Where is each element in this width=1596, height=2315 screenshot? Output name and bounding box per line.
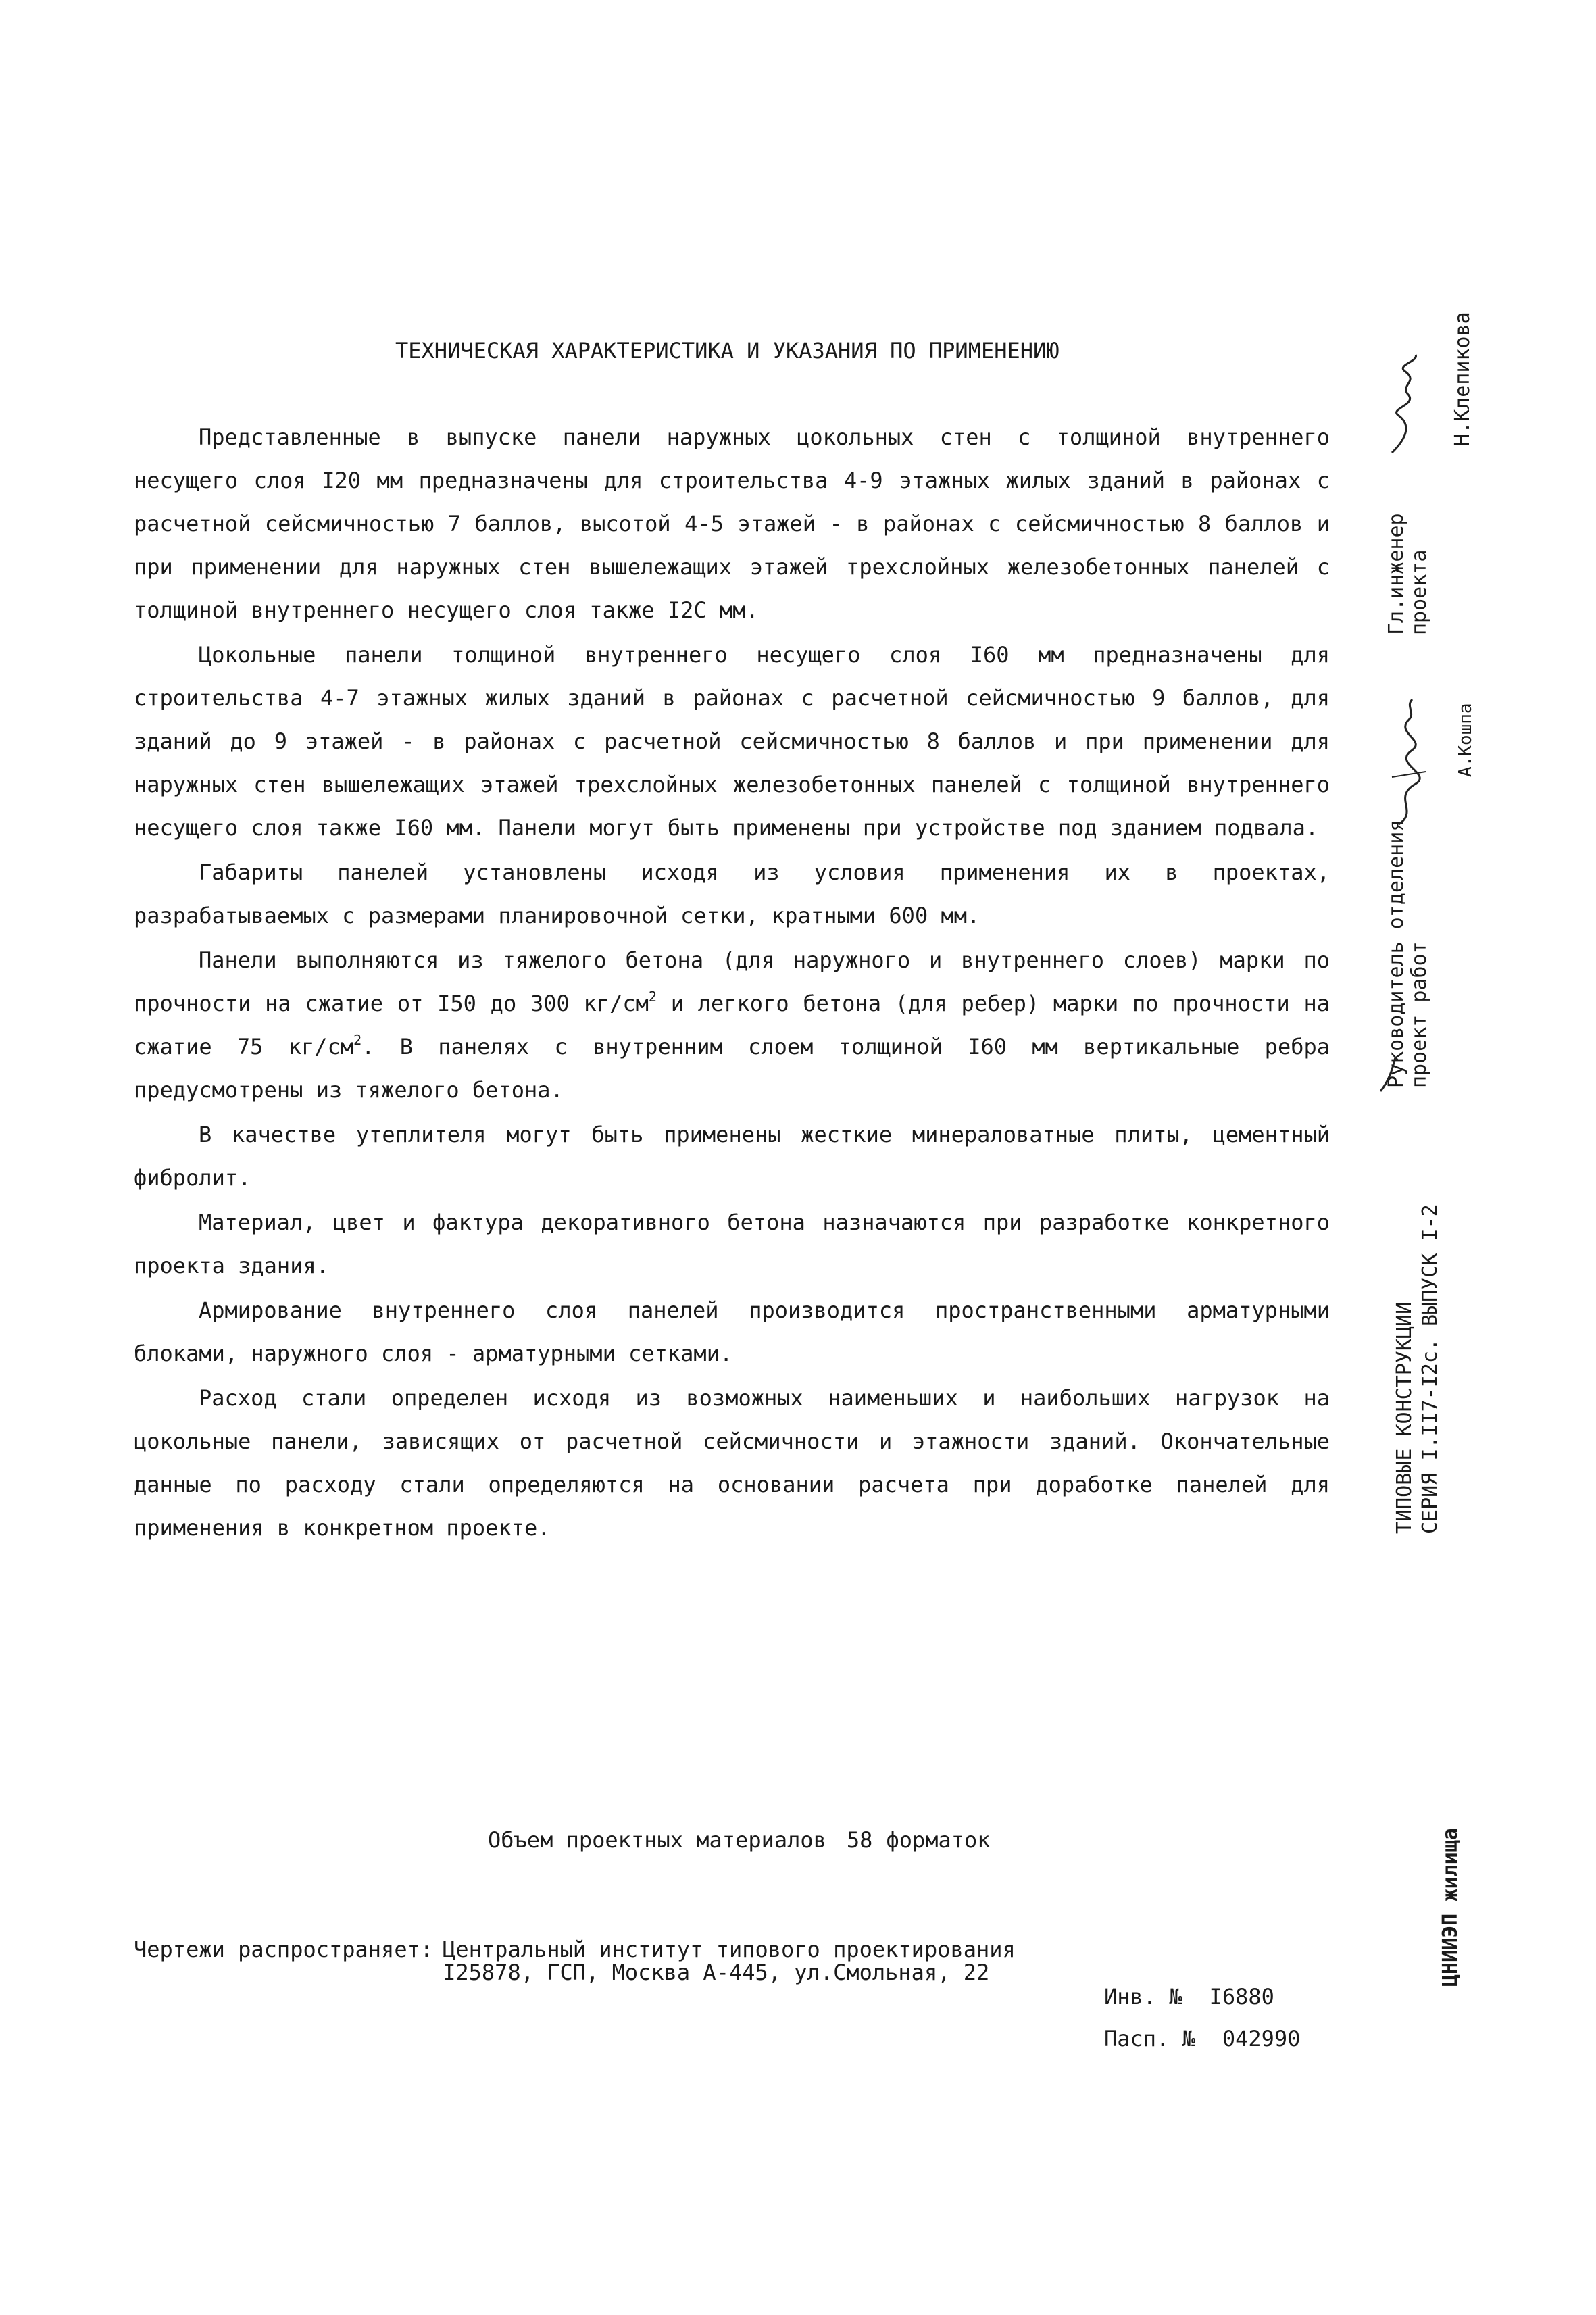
head-of-department <box>1385 820 1431 1088</box>
paragraph-2 <box>134 633 1330 849</box>
paragraph-7 <box>134 1289 1330 1375</box>
inv-line <box>1104 1976 1300 2018</box>
superscript: 2 <box>353 1032 362 1048</box>
author-name: Н.Клепикова <box>1451 312 1474 446</box>
volume-count: 58 <box>846 1827 873 1853</box>
paragraph-3 <box>134 851 1330 937</box>
paragraph-4 <box>134 939 1330 1112</box>
volume-suffix: форматок <box>886 1827 991 1853</box>
document-body <box>134 416 1330 1551</box>
number-sign: № <box>1182 2026 1195 2051</box>
inv-value: I6880 <box>1209 1984 1274 2010</box>
volume-prefix: Объем проектных материалов <box>488 1827 826 1853</box>
volume-line <box>488 1827 991 1853</box>
paragraph-text: Панели выполняются из тяжелого бетона (для наружного и внутреннего слоев) марки по прочности на сжатие от I50 до 300 кг/см <box>134 947 1330 1016</box>
pasp-line <box>1104 2018 1300 2060</box>
inventory-block <box>1104 1976 1300 2060</box>
paragraph-6 <box>134 1201 1330 1287</box>
paragraph-text: Расход стали определен исходя из возможных наименьших и наибольших нагрузок на цокольные панели, зависящих от расчетной сейсмичности и этажности зданий. Окончательные данные по расходу стали определяются на основании расчета при доработке панелей для применения в конкретном проекте. <box>134 1385 1330 1541</box>
paragraph-text: Армирование внутреннего слоя панелей производится пространственными арматурными блоками, наружного слоя - арматурными сетками. <box>134 1297 1330 1366</box>
distribution-label: Чертежи распространяет: <box>134 1937 434 1962</box>
paragraph-8 <box>134 1376 1330 1549</box>
paragraph-text: В качестве утеплителя могут быть применены жесткие минераловатные плиты, цементный фибролит. <box>134 1122 1330 1191</box>
signature-klepikova <box>1378 351 1432 459</box>
head-line-2: проект работ <box>1407 941 1431 1088</box>
paragraph-text: . В панелях с внутренним слоем толщиной I60 мм вертикальные ребра предусмотрены из тяжелого бетона. <box>134 1034 1330 1103</box>
series-title <box>1392 1204 1443 1534</box>
chief-engineer-line-2: проекта <box>1407 549 1431 635</box>
paragraph-text: и легкого бетона (для ребер) марки по прочности на сжатие 75 кг/см <box>134 991 1330 1060</box>
paragraph-text: Представленные в выпуске панели наружных цокольных стен с толщиной внутреннего несущего слоя I20 мм предназначены для строительства 4-9 этажных жилых зданий в районах с расчетной сейсмичностью 7 баллов, высотой 4-5 этажей - в районах с сейсмичностью 8 баллов и при применении для наружных стен вышележащих этажей трехслойных железобетонных панелей с толщиной внутреннего несущего слоя также I2С мм. <box>134 424 1330 623</box>
org-line-2: I25878, ГСП, Москва А-445, ул.Смольная, 22 <box>443 1960 990 1985</box>
pasp-value: 042990 <box>1222 2026 1301 2051</box>
chief-engineer-line-1: Гл.инженер <box>1385 513 1408 635</box>
paragraph-text: Габариты панелей установлены исходя из условия применения их в проектах, разрабатываемых с размерами планировочной сетки, кратными 600 мм. <box>134 860 1330 928</box>
institute-name: ЦНИИЭП жилища <box>1439 1828 1462 1987</box>
signature-head <box>1375 1054 1402 1095</box>
chief-engineer-name: А.Кошпа <box>1455 703 1476 777</box>
org-line-1: Центральный институт типового проектирования <box>443 1937 1016 1962</box>
distribution-block <box>134 1938 1016 1984</box>
number-sign: № <box>1169 1984 1182 2010</box>
signature-koshpa <box>1378 696 1439 831</box>
pasp-label: Пасп. <box>1104 2026 1170 2051</box>
inv-label: Инв. <box>1104 1984 1157 2010</box>
head-line-1: Руководитель отделения <box>1385 819 1408 1088</box>
superscript: 2 <box>648 989 657 1005</box>
series-line-2: СЕРИЯ I.II7-I2с. ВЫПУСК I-2 <box>1418 1204 1442 1534</box>
distribution-org <box>443 1938 1016 1984</box>
page-title: ТЕХНИЧЕСКАЯ ХАРАКТЕРИСТИКА И УКАЗАНИЯ ПО ПРИМЕНЕНИЮ <box>395 338 1059 364</box>
paragraph-5 <box>134 1113 1330 1199</box>
paragraph-text: Цокольные панели толщиной внутреннего несущего слоя I60 мм предназначены для строительства 4-7 этажных жилых зданий в районах с расчетной сейсмичностью 9 баллов, для зданий до 9 этажей - в районах с расчетной сейсмичностью 8 баллов и при применении для наружных стен вышележащих этажей трехслойных железобетонных панелей с толщиной внутреннего несущего слоя также I60 мм. Панели могут быть применены при устройстве под зданием подвала. <box>134 642 1330 841</box>
paragraph-1 <box>134 416 1330 632</box>
chief-engineer-title <box>1385 513 1431 635</box>
paragraph-text: Материал, цвет и фактура декоративного бетона назначаются при разработке конкретного проекта здания. <box>134 1210 1330 1278</box>
series-line-1: ТИПОВЫЕ КОНСТРУКЦИИ <box>1393 1301 1416 1534</box>
